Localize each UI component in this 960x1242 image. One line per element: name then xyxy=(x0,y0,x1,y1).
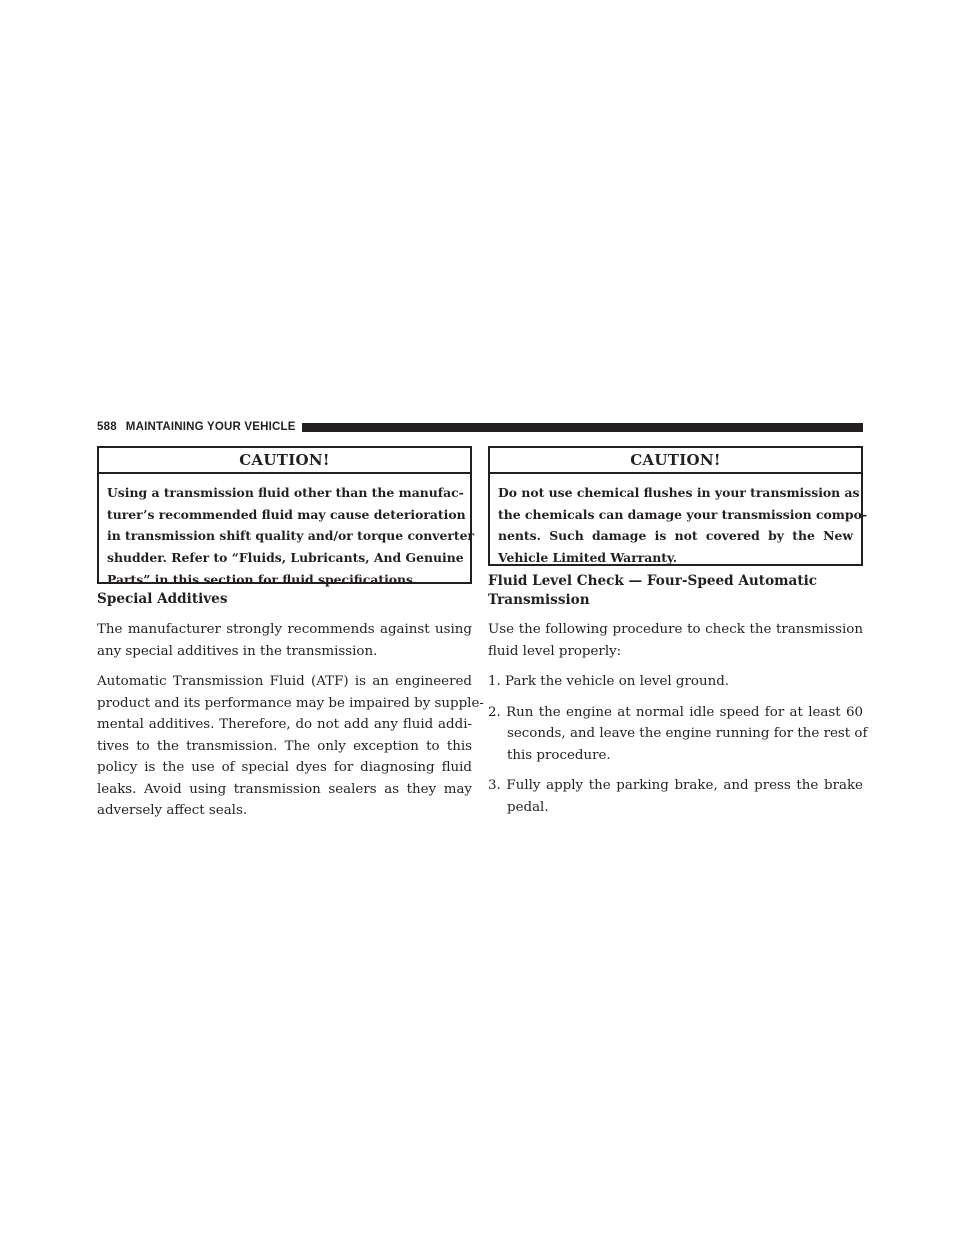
caution-title: CAUTION! xyxy=(490,448,861,474)
step-item xyxy=(488,671,863,693)
caution-line: Do not use chemical flushes in your transmission as xyxy=(498,485,860,500)
caution-line: in transmission shift quality and/or torque converter xyxy=(107,528,475,544)
page-number: 588 xyxy=(97,421,117,433)
step-line: 2. Run the engine at normal idle speed for at least 60 xyxy=(488,704,863,720)
caution-line: Parts” in this section for fluid specifications. xyxy=(107,571,418,587)
subheading-line: Fluid Level Check — Four-Speed Automatic xyxy=(488,573,818,589)
caution-line: turer’s recommended fluid may cause deterioration xyxy=(107,506,466,522)
section-title: MAINTAINING YOUR VEHICLE xyxy=(125,421,296,433)
caution-line: shudder. Refer to “Fluids, Lubricants, And Genuine xyxy=(107,550,464,566)
text-line: policy is the use of special dyes for diagnosing fluid xyxy=(97,760,472,775)
page-header xyxy=(97,420,863,434)
paragraph xyxy=(97,619,472,662)
caution-line: Vehicle Limited Warranty. xyxy=(498,550,678,566)
subheading-special-additives: Special Additives xyxy=(97,591,228,607)
step-line: seconds, and leave the engine running for the rest of xyxy=(507,726,868,741)
text-line: fluid level properly: xyxy=(488,643,622,659)
paragraph xyxy=(97,671,484,822)
caution-line: Using a transmission fluid other than the manufac- xyxy=(107,485,464,500)
caution-line: the chemicals can damage your transmission compo- xyxy=(498,506,867,522)
paragraph xyxy=(488,619,863,662)
caution-box-chemical-flushes xyxy=(488,446,867,566)
step-line: 3. Fully apply the parking brake, and press the brake xyxy=(488,778,863,793)
caution-title: CAUTION! xyxy=(99,448,470,474)
step-line: 1. Park the vehicle on level ground. xyxy=(488,674,730,689)
text-line: product and its performance may be impaired by supple- xyxy=(97,695,484,711)
text-line: The manufacturer strongly recommends against using xyxy=(97,622,472,637)
step-item xyxy=(488,775,863,818)
text-line: Automatic Transmission Fluid (ATF) is an engineered xyxy=(97,674,472,689)
text-line: tives to the transmission. The only exception to this xyxy=(97,738,472,754)
text-line: leaks. Avoid using transmission sealers as they may xyxy=(97,781,472,797)
subheading-fluid-level-check xyxy=(488,572,863,610)
text-line: adversely affect seals. xyxy=(97,803,248,818)
left-column xyxy=(97,590,484,822)
caution-text xyxy=(490,474,867,569)
text-line: Use the following procedure to check the transmission xyxy=(488,622,863,637)
subheading-line: Transmission xyxy=(488,592,590,608)
caution-text xyxy=(99,474,475,591)
header-rule xyxy=(302,423,863,432)
step-item xyxy=(488,702,868,767)
step-line: pedal. xyxy=(507,799,549,815)
right-column xyxy=(488,572,868,818)
caution-line: nents. Such damage is not covered by the New xyxy=(498,528,853,544)
caution-box-transmission-fluid xyxy=(97,446,475,587)
step-line: this procedure. xyxy=(507,747,611,763)
text-line: mental additives. Therefore, do not add any fluid addi- xyxy=(97,717,472,732)
text-line: any special additives in the transmission. xyxy=(97,643,378,659)
